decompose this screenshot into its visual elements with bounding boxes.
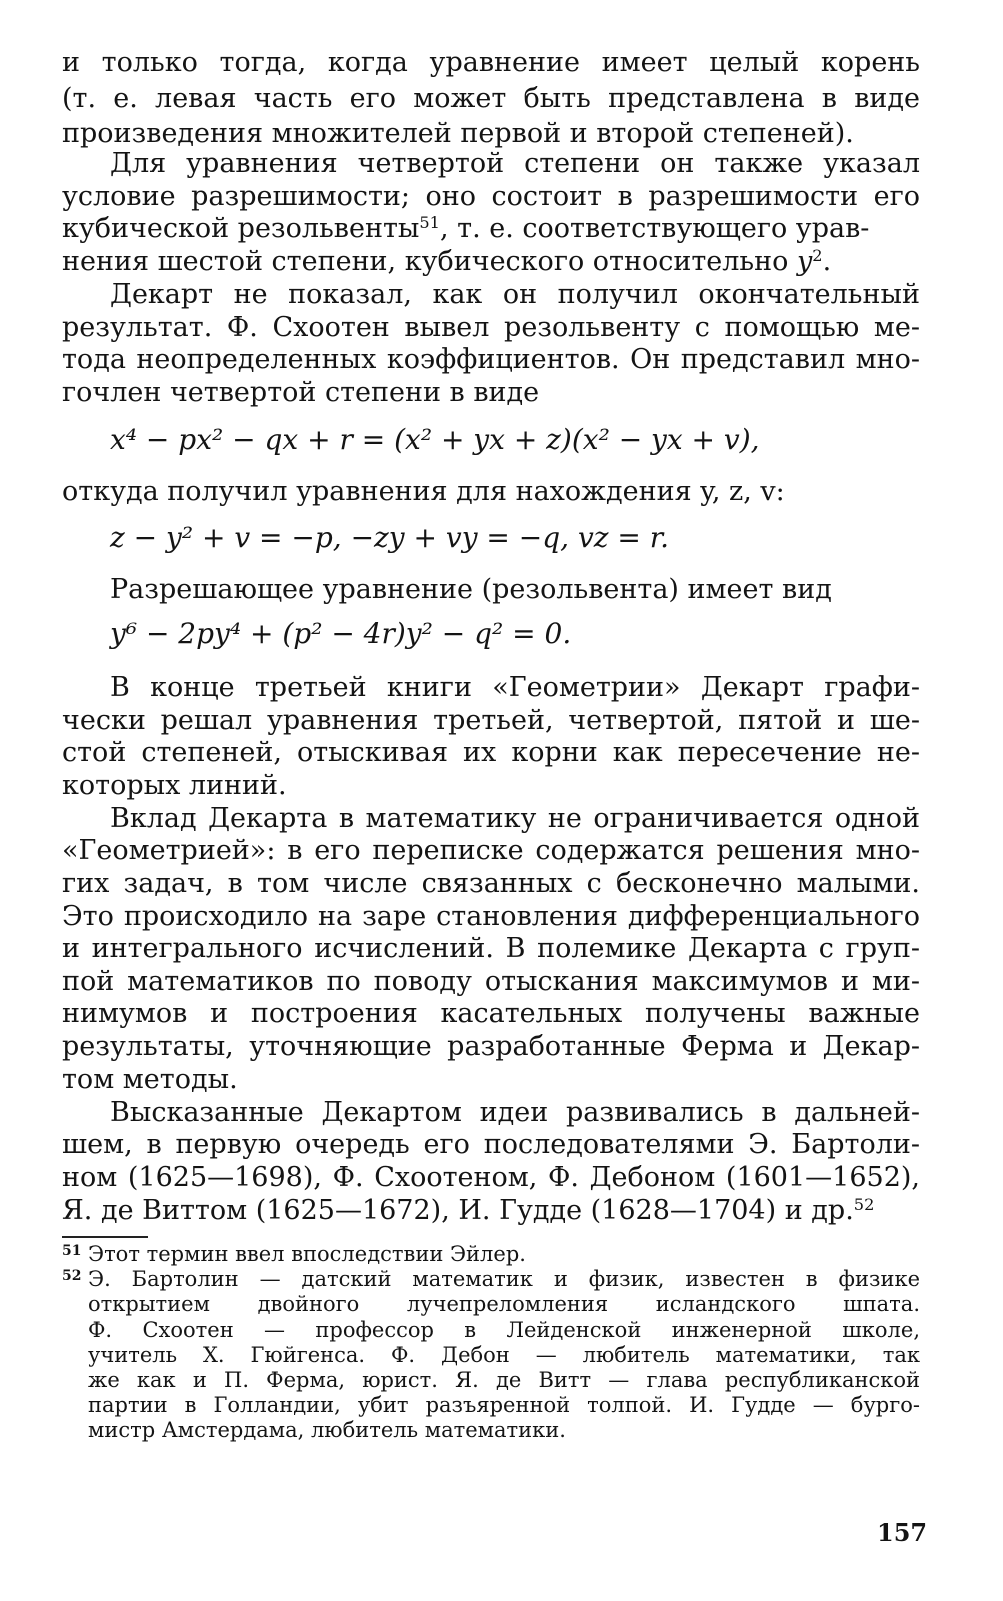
equation-system: z − y² + v = −p, −zy + vy = −q, vz = r.	[110, 521, 670, 554]
footnote-52-line: партии в Голландии, убит разъяренной толпой. И. Гудде — бурго-	[88, 1393, 920, 1417]
footnote-51-text: Этот термин ввел впоследствии Эйлер.	[88, 1242, 526, 1266]
text-line: «Геометрией»: в его переписке содержатся решения мно-	[62, 835, 920, 866]
footnote-52-line: учитель Х. Гюйгенса. Ф. Дебон — любитель математики, так	[88, 1343, 920, 1367]
text-line: гочлен четвертой степени в виде	[62, 377, 540, 408]
text-line: Это происходило на заре становления дифференциального	[62, 901, 920, 932]
text-line: В конце третьей книги «Геометрии» Декарт графи-	[110, 672, 920, 703]
text-line: результат. Ф. Схоотен вывел резольвенту с помощью ме-	[62, 312, 920, 343]
text-line: тода неопределенных коэффициентов. Он представил мно-	[62, 344, 920, 375]
footnote-mark-52: 52	[62, 1268, 82, 1284]
text-line-with-footnote-ref	[62, 1194, 920, 1227]
text-line-with-footnote-ref: кубической резольвенты$^{51}$, т. е. соответствующего урав-	[62, 213, 870, 244]
text-line: ном (1625—1698), Ф. Схоотеном, Ф. Дебоном (1601—1652),	[62, 1162, 920, 1193]
text-line: Разрешающее уравнение (резольвента) имеет вид	[110, 574, 832, 605]
footnote-52-line: Э. Бартолин — датский математик и физик, известен в физике	[88, 1267, 920, 1291]
text-line: которых линий.	[62, 770, 287, 801]
text-line: Высказанные Декартом идеи развивались в дальней-	[110, 1097, 920, 1128]
text-line: нения шестой степени, кубического относительно $y^2$.	[62, 246, 832, 277]
text-line: стой степеней, отыскивая их корни как пересечение не-	[62, 737, 920, 768]
footnote-ref-52: 52	[853, 1195, 875, 1215]
math-exponent: 2	[812, 246, 823, 266]
text-line: том методы.	[62, 1064, 238, 1095]
text-fragment: нения шестой степени, кубического относительно	[62, 246, 789, 277]
text-line: шем, в первую очередь его последователями Э. Бартоли-	[62, 1129, 920, 1160]
text-fragment: т. е. соответствующего урав-	[457, 213, 870, 244]
text-line: Для уравнения четвертой степени он также указал	[110, 148, 920, 179]
text-fragment: кубической резольвенты	[62, 213, 420, 244]
equation-quartic-factorization: x⁴ − px² − qx + r = (x² + yx + z)(x² − yx + v),	[110, 423, 760, 456]
text-line: и только тогда, когда уравнение имеет целый корень	[62, 47, 920, 78]
text-line: произведения множителей первой и второй степеней).	[62, 118, 854, 149]
math-var-y: y	[796, 246, 813, 277]
text-line: Декарт не показал, как он получил окончательный	[110, 279, 920, 310]
text-line: гих задач, в том числе связанных с бесконечно малыми.	[62, 868, 920, 899]
equation-resolvent: y⁶ − 2py⁴ + (p² − 4r)y² − q² = 0.	[110, 617, 572, 650]
text-line: Вклад Декарта в математику не ограничивается одной	[110, 803, 920, 834]
text-fragment: Я. де Виттом (1625—1672), И. Гудде (1628—1704) и др.	[62, 1195, 854, 1226]
page-number: 157	[877, 1518, 928, 1547]
text-line: нимумов и построения касательных получены важные	[62, 998, 920, 1029]
text-line: чески решал уравнения третьей, четвертой, пятой и ше-	[62, 705, 920, 736]
footnote-52-line: открытием двойного лучепреломления исландского шпата.	[88, 1292, 920, 1316]
text-line: результаты, уточняющие разработанные Ферма и Декар-	[62, 1031, 920, 1062]
text-line: откуда получил уравнения для нахождения y, z, v:	[62, 476, 785, 507]
footnote-52-line: Ф. Схоотен — профессор в Лейденской инженерной школе,	[88, 1318, 920, 1342]
text-line: условие разрешимости; оно состоит в разрешимости его	[62, 181, 920, 212]
footnote-ref-51: 51	[419, 213, 440, 233]
text-line: и интегрального исчислений. В полемике Декарта с груп-	[62, 933, 920, 964]
footnote-52-line: мистр Амстердама, любитель математики.	[88, 1418, 566, 1442]
text-line: пой математиков по поводу отыскания максимумов и ми-	[62, 966, 920, 997]
footnote-divider	[62, 1236, 148, 1238]
footnote-mark-51: 51	[62, 1243, 82, 1259]
footnote-52-line: же как и П. Ферма, юрист. Я. де Витт — глава республиканской	[88, 1368, 920, 1392]
text-line: (т. е. левая часть его может быть представлена в виде	[62, 83, 920, 114]
